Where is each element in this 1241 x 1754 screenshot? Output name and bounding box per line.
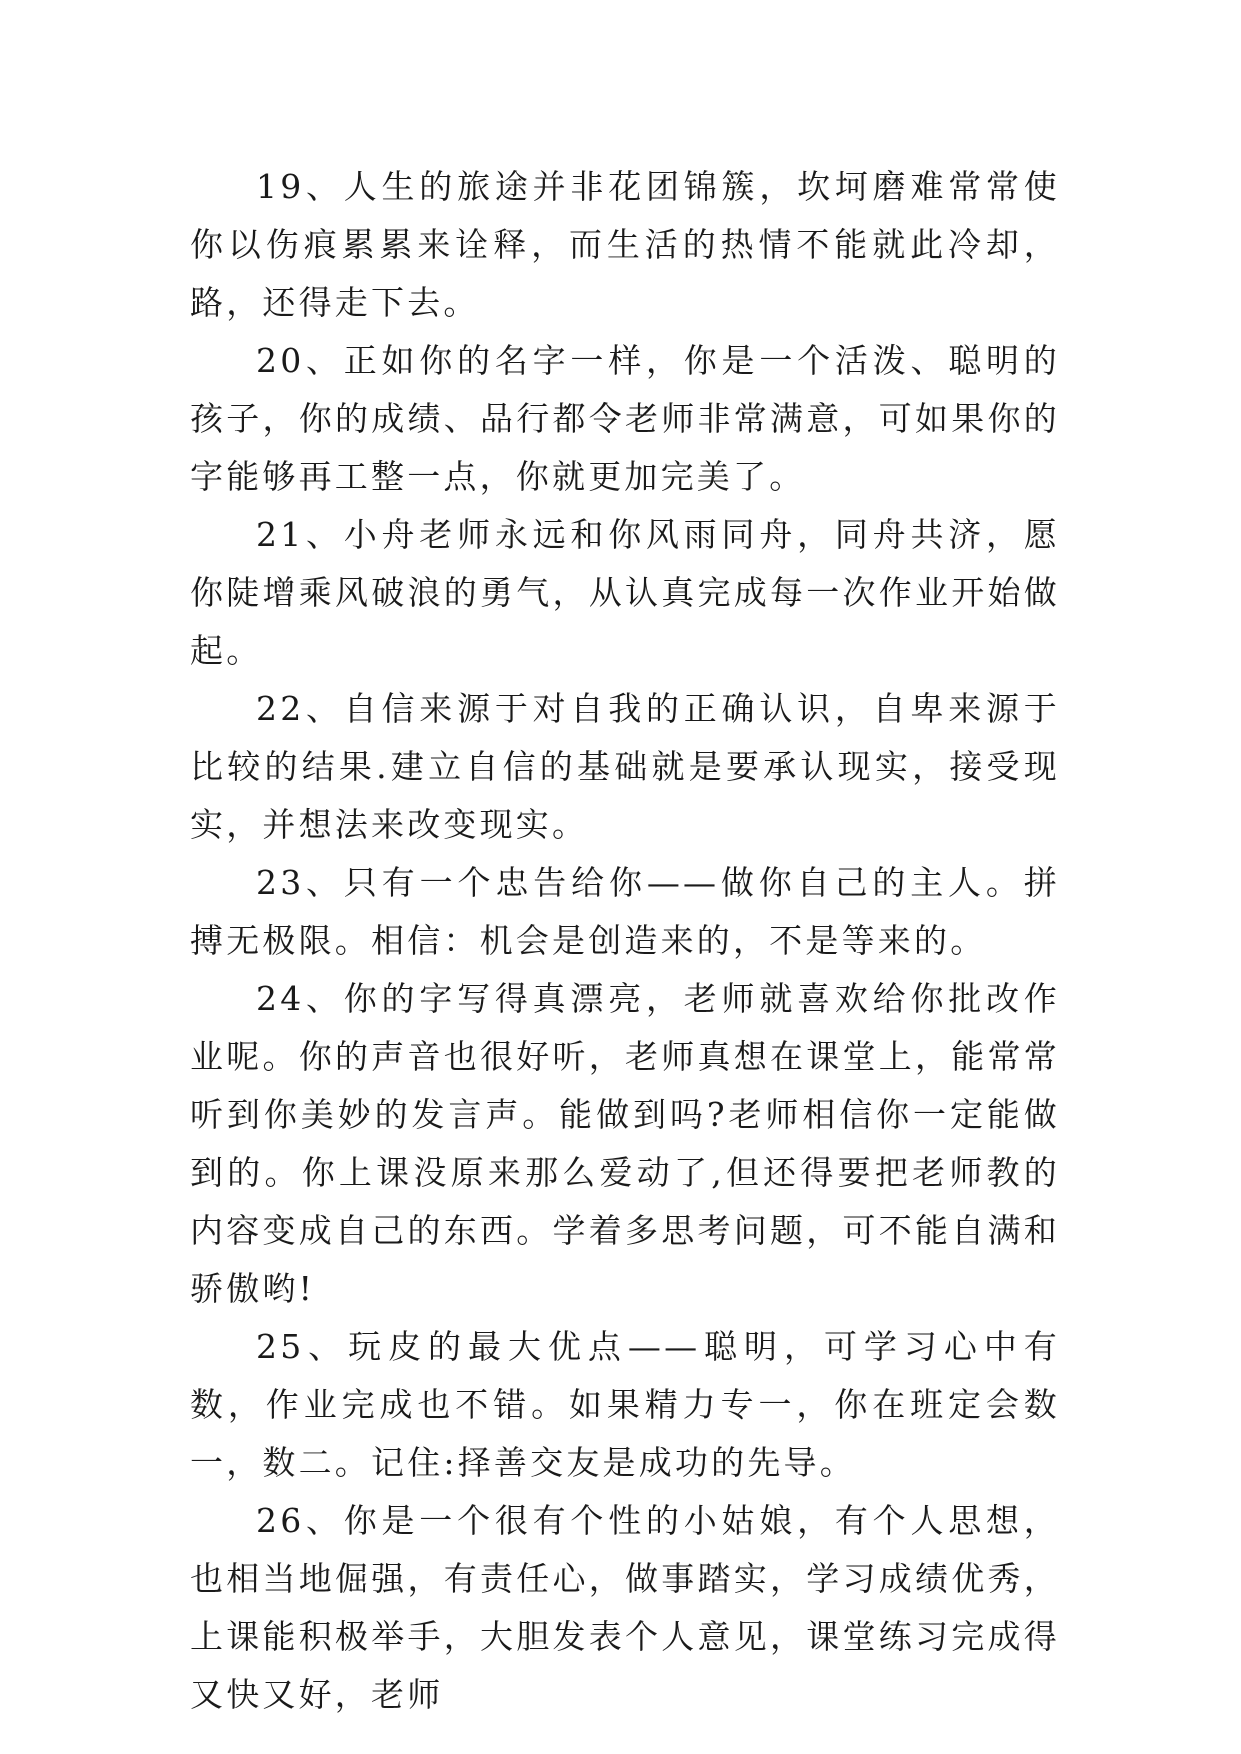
- paragraph-19: 19、人生的旅途并非花团锦簇，坎坷磨难常常使你以伤痕累累来诠释，而生活的热情不能就此冷却，路，还得走下去。: [190, 167, 1060, 322]
- paragraph-23: 23、只有一个忠告给你——做你自己的主人。拼搏无极限。相信：机会是创造来的，不是等来的。: [190, 863, 1060, 960]
- paragraph-22: 22、自信来源于对自我的正确认识，自卑来源于比较的结果.建立自信的基础就是要承认现实，接受现实，并想法来改变现实。: [190, 689, 1060, 844]
- document-body: [190, 158, 1060, 1724]
- paragraph-25: 25、玩皮的最大优点——聪明，可学习心中有数，作业完成也不错。如果精力专一，你在班定会数一，数二。记住:择善交友是成功的先导。: [190, 1327, 1060, 1482]
- paragraph-26: 26、你是一个很有个性的小姑娘，有个人思想，也相当地倔强，有责任心，做事踏实，学习成绩优秀，上课能积极举手，大胆发表个人意见，课堂练习完成得又快又好，老师: [190, 1501, 1060, 1714]
- paragraph-24: 24、你的字写得真漂亮，老师就喜欢给你批改作业呢。你的声音也很好听，老师真想在课堂上，能常常听到你美妙的发言声。能做到吗?老师相信你一定能做到的。你上课没原来那么爱动了,但还得要把老师教的内容变成自己的东西。学着多思考问题，可不能自满和骄傲哟!: [190, 979, 1060, 1308]
- paragraph-20: 20、正如你的名字一样，你是一个活泼、聪明的孩子，你的成绩、品行都令老师非常满意，可如果你的字能够再工整一点，你就更加完美了。: [190, 341, 1060, 496]
- paragraph-21: 21、小舟老师永远和你风雨同舟，同舟共济，愿你陡增乘风破浪的勇气，从认真完成每一次作业开始做起。: [190, 515, 1060, 670]
